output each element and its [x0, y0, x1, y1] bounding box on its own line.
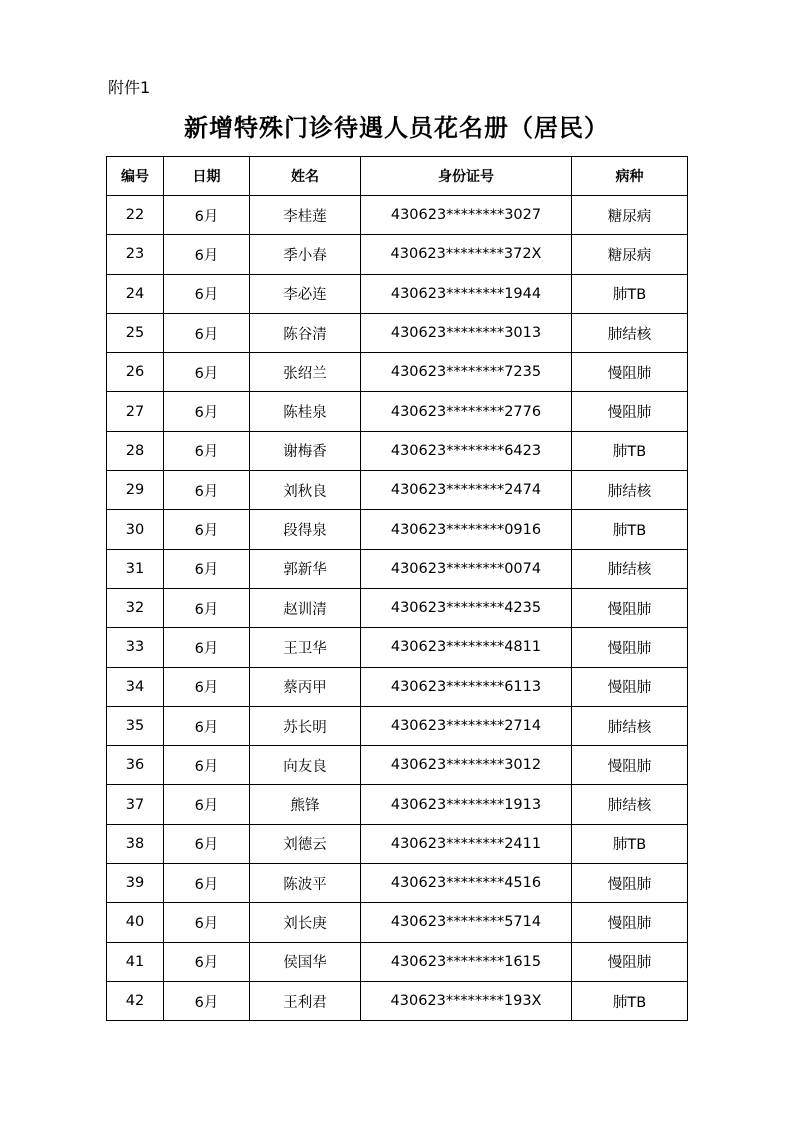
cell-date: 6月 [164, 942, 250, 981]
cell-id-number: 430623********4516 [361, 864, 572, 903]
cell-id-number: 430623********5714 [361, 903, 572, 942]
table-row [107, 353, 688, 392]
cell-name: 向友良 [250, 746, 361, 785]
cell-id-number: 430623********1913 [361, 785, 572, 824]
cell-id-number: 430623********4235 [361, 588, 572, 627]
cell-name: 刘秋良 [250, 471, 361, 510]
cell-id-number: 430623********0074 [361, 549, 572, 588]
cell-disease: 慢阻肺 [572, 903, 688, 942]
cell-date: 6月 [164, 588, 250, 627]
cell-date: 6月 [164, 431, 250, 470]
roster-table [106, 156, 688, 1021]
table-row [107, 471, 688, 510]
table-row [107, 588, 688, 627]
table-row [107, 706, 688, 745]
cell-number: 28 [107, 431, 164, 470]
cell-number: 42 [107, 981, 164, 1020]
cell-name: 侯国华 [250, 942, 361, 981]
cell-number: 39 [107, 864, 164, 903]
header-number: 编号 [107, 157, 164, 196]
cell-disease: 慢阻肺 [572, 588, 688, 627]
table-row [107, 392, 688, 431]
cell-date: 6月 [164, 510, 250, 549]
cell-date: 6月 [164, 864, 250, 903]
cell-name: 张绍兰 [250, 353, 361, 392]
cell-number: 36 [107, 746, 164, 785]
cell-disease: 肺TB [572, 824, 688, 863]
cell-name: 王利君 [250, 981, 361, 1020]
cell-number: 26 [107, 353, 164, 392]
table-row [107, 196, 688, 235]
header-date: 日期 [164, 157, 250, 196]
cell-disease: 慢阻肺 [572, 942, 688, 981]
cell-id-number: 430623********0916 [361, 510, 572, 549]
cell-disease: 慢阻肺 [572, 746, 688, 785]
cell-id-number: 430623********372X [361, 235, 572, 274]
cell-disease: 肺TB [572, 431, 688, 470]
cell-date: 6月 [164, 313, 250, 352]
cell-number: 38 [107, 824, 164, 863]
cell-date: 6月 [164, 471, 250, 510]
cell-disease: 糖尿病 [572, 235, 688, 274]
cell-name: 苏长明 [250, 706, 361, 745]
cell-name: 陈谷清 [250, 313, 361, 352]
cell-number: 25 [107, 313, 164, 352]
cell-id-number: 430623********7235 [361, 353, 572, 392]
cell-date: 6月 [164, 746, 250, 785]
cell-date: 6月 [164, 628, 250, 667]
cell-name: 郭新华 [250, 549, 361, 588]
cell-number: 27 [107, 392, 164, 431]
cell-number: 34 [107, 667, 164, 706]
cell-id-number: 430623********2776 [361, 392, 572, 431]
cell-number: 29 [107, 471, 164, 510]
cell-date: 6月 [164, 353, 250, 392]
cell-number: 30 [107, 510, 164, 549]
cell-disease: 肺结核 [572, 471, 688, 510]
roster-body [107, 196, 688, 1021]
cell-disease: 糖尿病 [572, 196, 688, 235]
table-row [107, 864, 688, 903]
cell-date: 6月 [164, 824, 250, 863]
cell-disease: 慢阻肺 [572, 667, 688, 706]
cell-number: 31 [107, 549, 164, 588]
cell-date: 6月 [164, 274, 250, 313]
cell-date: 6月 [164, 235, 250, 274]
cell-disease: 慢阻肺 [572, 392, 688, 431]
cell-number: 35 [107, 706, 164, 745]
cell-name: 陈桂泉 [250, 392, 361, 431]
cell-name: 李必连 [250, 274, 361, 313]
cell-number: 33 [107, 628, 164, 667]
cell-date: 6月 [164, 785, 250, 824]
cell-id-number: 430623********193X [361, 981, 572, 1020]
cell-id-number: 430623********4811 [361, 628, 572, 667]
cell-number: 32 [107, 588, 164, 627]
cell-id-number: 430623********2714 [361, 706, 572, 745]
cell-id-number: 430623********2474 [361, 471, 572, 510]
cell-date: 6月 [164, 903, 250, 942]
cell-disease: 肺结核 [572, 549, 688, 588]
table-row [107, 549, 688, 588]
cell-number: 41 [107, 942, 164, 981]
cell-name: 蔡丙甲 [250, 667, 361, 706]
cell-disease: 肺TB [572, 510, 688, 549]
table-row [107, 313, 688, 352]
cell-number: 23 [107, 235, 164, 274]
header-name: 姓名 [250, 157, 361, 196]
cell-date: 6月 [164, 196, 250, 235]
cell-disease: 肺TB [572, 981, 688, 1020]
cell-name: 王卫华 [250, 628, 361, 667]
header-disease: 病种 [572, 157, 688, 196]
cell-name: 刘德云 [250, 824, 361, 863]
cell-id-number: 430623********1615 [361, 942, 572, 981]
table-header-row [107, 157, 688, 196]
cell-disease: 肺结核 [572, 785, 688, 824]
page-title: 新增特殊门诊待遇人员花名册（居民） [184, 113, 609, 142]
table-row [107, 274, 688, 313]
cell-id-number: 430623********2411 [361, 824, 572, 863]
table-row [107, 510, 688, 549]
cell-date: 6月 [164, 667, 250, 706]
cell-disease: 慢阻肺 [572, 353, 688, 392]
table-row [107, 824, 688, 863]
table-row [107, 235, 688, 274]
cell-name: 熊锋 [250, 785, 361, 824]
attachment-label: 附件1 [108, 78, 151, 97]
table-row [107, 903, 688, 942]
cell-name: 李桂莲 [250, 196, 361, 235]
cell-disease: 肺结核 [572, 706, 688, 745]
cell-id-number: 430623********3027 [361, 196, 572, 235]
cell-disease: 肺结核 [572, 313, 688, 352]
cell-disease: 慢阻肺 [572, 864, 688, 903]
table-row [107, 431, 688, 470]
cell-number: 24 [107, 274, 164, 313]
cell-id-number: 430623********6423 [361, 431, 572, 470]
cell-disease: 慢阻肺 [572, 628, 688, 667]
cell-date: 6月 [164, 392, 250, 431]
cell-number: 22 [107, 196, 164, 235]
cell-date: 6月 [164, 549, 250, 588]
cell-name: 季小春 [250, 235, 361, 274]
cell-id-number: 430623********3013 [361, 313, 572, 352]
cell-name: 陈波平 [250, 864, 361, 903]
cell-name: 谢梅香 [250, 431, 361, 470]
cell-name: 段得泉 [250, 510, 361, 549]
cell-id-number: 430623********3012 [361, 746, 572, 785]
header-id-number: 身份证号 [361, 157, 572, 196]
table-row [107, 667, 688, 706]
cell-number: 40 [107, 903, 164, 942]
table-row [107, 746, 688, 785]
table-row [107, 785, 688, 824]
cell-date: 6月 [164, 981, 250, 1020]
cell-name: 赵训清 [250, 588, 361, 627]
cell-disease: 肺TB [572, 274, 688, 313]
table-row [107, 628, 688, 667]
table-row [107, 981, 688, 1020]
cell-name: 刘长庚 [250, 903, 361, 942]
cell-date: 6月 [164, 706, 250, 745]
cell-id-number: 430623********6113 [361, 667, 572, 706]
cell-number: 37 [107, 785, 164, 824]
table-row [107, 942, 688, 981]
cell-id-number: 430623********1944 [361, 274, 572, 313]
